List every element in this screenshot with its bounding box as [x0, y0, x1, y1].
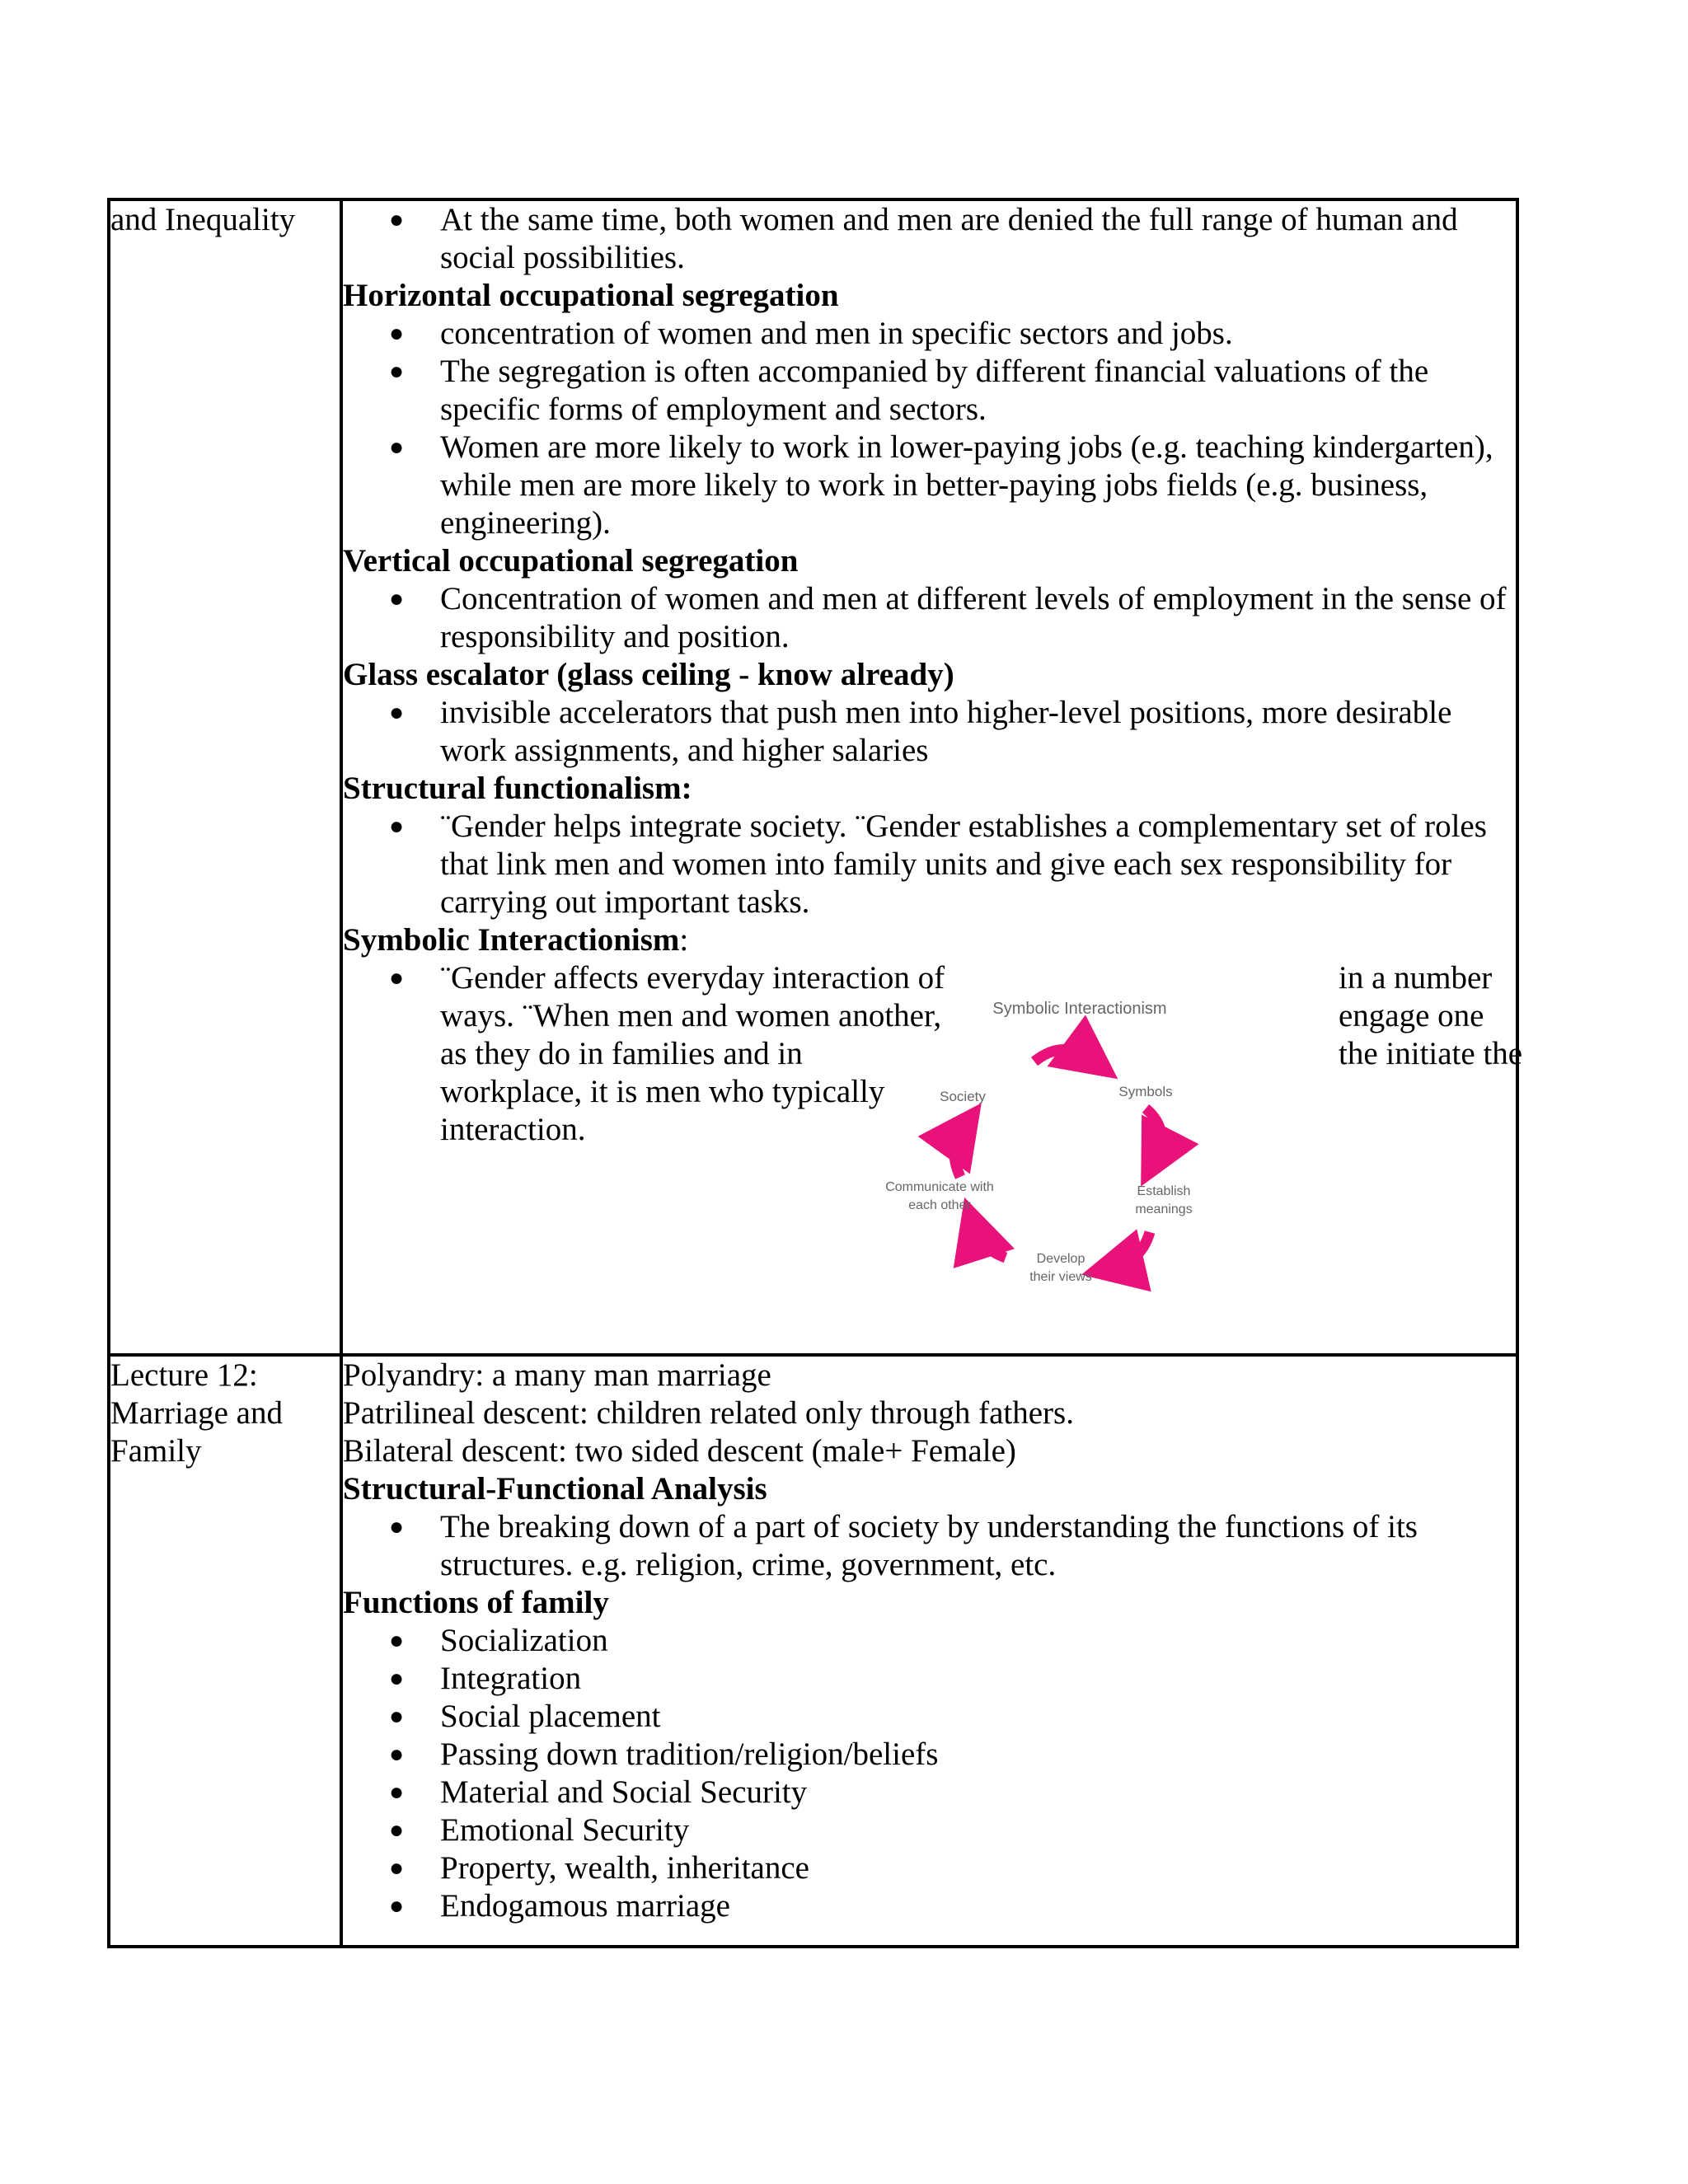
- list-item: ● ¨Gender helps integrate society. ¨Gender establishes a complementary set of roles that link men and women into family units and give each sex responsibility for carrying out important tasks.: [440, 808, 1516, 921]
- symbolic-right-text: in a number engage one the initiate the: [1339, 960, 1523, 1071]
- list-item: ● Property, wealth, inheritance: [440, 1849, 1516, 1887]
- topic-cell: [109, 199, 341, 1355]
- cycle-diagram-svg: [865, 956, 1294, 1302]
- cycle-arrow-icon: [1146, 1108, 1161, 1158]
- section-heading: Structural-Functional Analysis: [343, 1471, 767, 1507]
- definition-line: Bilateral descent: two sided descent (male+ Female): [343, 1433, 1016, 1469]
- symbolic-heading: Symbolic Interactionism: [343, 922, 680, 958]
- diagram-title: Symbolic Interactionism: [992, 1000, 1167, 1018]
- bullet-list: [343, 1508, 1516, 1584]
- list-item: ● At the same time, both women and men are denied the full range of human and social possibilities.: [440, 201, 1516, 277]
- bullet-list: [343, 580, 1516, 656]
- list-item: ● invisible accelerators that push men into higher-level positions, more desirable work assignments, and higher salaries: [440, 694, 1516, 770]
- section-heading: Vertical occupational segregation: [343, 543, 799, 579]
- list-item: ● Socialization: [440, 1622, 1516, 1660]
- bullet-list: [343, 201, 1516, 277]
- bullet-list: [343, 694, 1516, 770]
- cycle-arrow-icon: [954, 1129, 963, 1177]
- topic-cell: [109, 1355, 341, 1947]
- notes-cell: [341, 1355, 1517, 1947]
- bullet-list: [343, 1622, 1516, 1925]
- heading-colon: :: [679, 922, 689, 958]
- cycle-arrow-icon: [974, 1228, 1006, 1258]
- list-item: ● Endogamous marriage: [440, 1887, 1516, 1925]
- list-item: ● Passing down tradition/religion/beliefs: [440, 1736, 1516, 1774]
- section-heading: [343, 921, 1516, 959]
- notes-table: [107, 198, 1523, 1948]
- list-item: ● Social placement: [440, 1698, 1516, 1736]
- bullet-list: [343, 315, 1516, 542]
- symbolic-interactionism-diagram: [865, 956, 1294, 1302]
- list-item: ● Women are more likely to work in lower-paying jobs (e.g. teaching kindergarten), while men are more likely to work in better-paying jobs fields (e.g. business, engineering).: [440, 429, 1516, 542]
- list-item: ● Emotional Security: [440, 1811, 1516, 1849]
- cycle-arrow-icon: [1034, 1049, 1092, 1062]
- list-item: ● The breaking down of a part of society by understanding the functions of its structures. e.g. religion, crime, government, etc.: [440, 1508, 1516, 1584]
- topic-label: and Inequality: [110, 202, 296, 237]
- node-symbols: Symbols: [1118, 1084, 1173, 1099]
- node-establish-meanings: Establish meanings: [1135, 1184, 1193, 1216]
- table-row: [109, 199, 1517, 1355]
- section-heading: Horizontal occupational segregation: [343, 278, 839, 313]
- symbolic-left-text: ● ¨Gender affects everyday interaction of ways. ¨When men and women another, as they do in families and in workplace, it is men who typically interaction.: [440, 959, 951, 1149]
- section-heading: Structural functionalism:: [343, 771, 692, 806]
- node-communicate: Communicate with each other: [885, 1180, 994, 1212]
- list-item: ● concentration of women and men in specific sectors and jobs.: [440, 315, 1516, 353]
- definition-line: Polyandry: a many man marriage: [343, 1357, 771, 1393]
- section-heading: Functions of family: [343, 1585, 609, 1620]
- list-item: ● Concentration of women and men at different levels of employment in the sense of responsibility and position.: [440, 580, 1516, 656]
- definition-line: Patrilineal descent: children related only through fathers.: [343, 1395, 1074, 1431]
- node-develop-views: Develop their views: [1029, 1252, 1092, 1284]
- list-item: ● Material and Social Security: [440, 1774, 1516, 1811]
- table-row: [109, 1355, 1517, 1947]
- section-heading: Glass escalator (glass ceiling - know already): [343, 657, 954, 692]
- topic-label: Lecture 12: Marriage and Family: [110, 1357, 283, 1469]
- node-society: Society: [940, 1089, 986, 1104]
- bullet-list: [343, 808, 1516, 921]
- list-item: ● Integration: [440, 1660, 1516, 1698]
- cycle-arrow-icon: [1113, 1232, 1150, 1268]
- list-item: ● The segregation is often accompanied by different financial valuations of the specific forms of employment and sectors.: [440, 353, 1516, 429]
